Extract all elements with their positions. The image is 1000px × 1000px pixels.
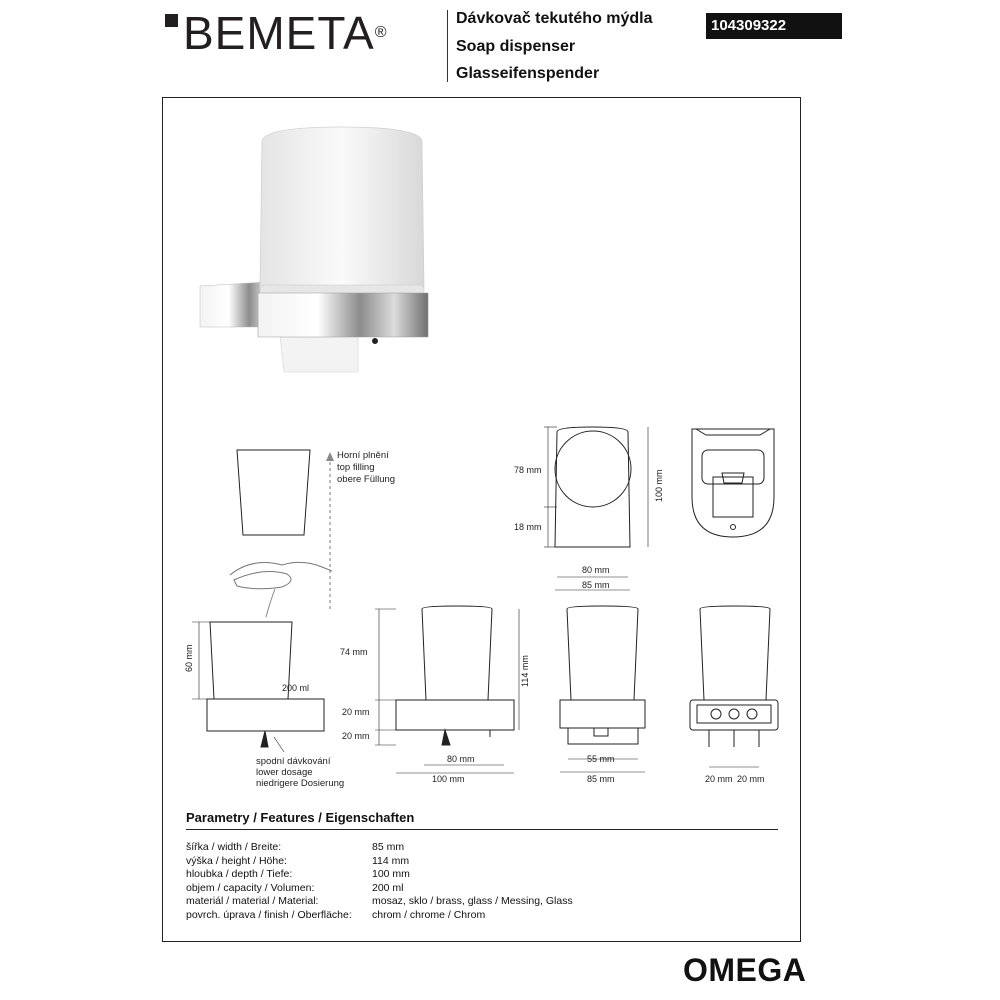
side-view [375,606,519,773]
brand-logo-square [165,14,178,27]
header-divider [447,10,448,82]
dim-20-a: 20 mm [342,707,370,717]
feature-value: chrom / chrome / Chrom [372,908,486,921]
feature-row [186,855,778,869]
dim-20-b: 20 mm [342,731,370,741]
feature-row [186,895,778,909]
title-cz: Dávkovač tekutého mýdla [456,10,653,27]
feature-value: 114 mm [372,854,410,867]
dim-18: 18 mm [514,522,542,532]
feature-row [186,841,778,855]
dim-20-d: 20 mm [737,774,765,784]
feature-label: šířka / width / Breite: [186,841,282,853]
feature-row [186,882,778,896]
title-en: Soap dispenser [456,38,576,55]
features-heading: Parametry / Features / Eigenschaften [186,810,415,825]
dosage-note-2: lower dosage [256,767,313,778]
dim-80-top: 80 mm [582,565,610,575]
feature-label: objem / capacity / Volumen: [186,881,315,894]
capacity-mark: 200 ml [282,683,310,693]
technical-drawing [162,97,801,797]
feature-value: mosaz, sklo / brass, glass / Messing, Glass [372,895,573,907]
dim-80: 80 mm [447,754,475,764]
feature-label: povrch. úprava / finish / Oberfläche: [186,908,352,921]
feature-value: 85 mm [372,841,405,853]
feature-value: 200 ml [372,881,404,894]
dim-114: 114 mm [520,655,530,687]
filling-drawing [192,450,334,752]
dim-55: 55 mm [587,754,615,764]
feature-label: výška / height / Höhe: [186,854,287,867]
title-de: Glasseifenspender [456,65,600,82]
back-view [690,606,778,767]
dosage-note-1: spodní dávkování [256,756,331,767]
dim-20-c: 20 mm [705,774,733,784]
front-view [560,606,645,772]
dim-100-vertical: 100 mm [654,469,664,502]
feature-label: materiál / material / Material: [186,895,319,907]
dosage-note-3: niedrigere Dosierung [256,778,345,789]
dim-74: 74 mm [340,647,368,657]
feature-row [186,868,778,882]
features-table [186,841,778,922]
feature-value: 100 mm [372,868,410,880]
features-divider [186,829,778,830]
filling-note-1: Horní plnění [337,450,389,461]
filling-note-3: obere Füllung [337,474,396,485]
feature-row [186,909,778,923]
product-code: 104309322 [706,13,842,39]
dim-85: 85 mm [587,774,615,784]
dim-78: 78 mm [514,465,542,475]
feature-label: hloubka / depth / Tiefe: [186,868,293,880]
product-photo [200,127,428,372]
dim-85-top: 85 mm [582,580,610,590]
dim-60: 60 mm [184,644,194,672]
filling-note-2: top filling [337,462,375,473]
series-name: OMEGA [683,952,807,988]
brand-logo: BEMETA® [183,7,388,59]
bracket-view [692,429,774,537]
dim-100: 100 mm [432,774,465,784]
